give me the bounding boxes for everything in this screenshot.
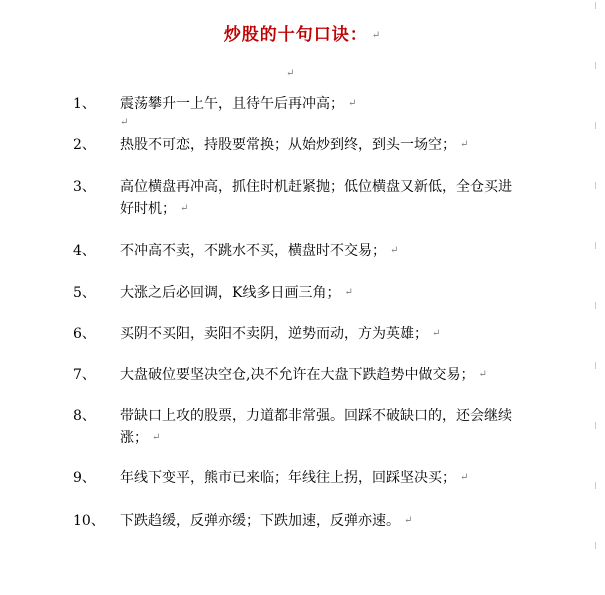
rule-number: 9、 bbox=[73, 470, 96, 486]
paragraph-mark-icon: ↵ bbox=[478, 369, 487, 380]
paragraph-mark-icon: ↵ bbox=[348, 98, 357, 109]
rule-number: 5、 bbox=[73, 285, 96, 301]
rule-text: 高位横盘再冲高，抓住时机赶紧抛；低位横盘又新低，全仓买进好时机； bbox=[120, 179, 512, 217]
margin-guide bbox=[595, 122, 596, 129]
rule-number: 2、 bbox=[73, 137, 96, 153]
rule-text: 下跌趋缓，反弹亦缓；下跌加速，反弹亦速。 bbox=[120, 513, 400, 529]
margin-guide bbox=[595, 2, 596, 9]
paragraph-mark-icon: ↵ bbox=[344, 287, 353, 298]
margin-guide bbox=[595, 62, 596, 69]
rule-text: 热股不可恋，持股要常换；从始炒到终，到头一场空； bbox=[120, 137, 456, 153]
margin-guide bbox=[595, 302, 596, 309]
margin-guide bbox=[595, 362, 596, 369]
paragraph-mark-icon: ↵ bbox=[460, 472, 469, 483]
margin-guide bbox=[595, 542, 596, 549]
margin-guide bbox=[595, 182, 596, 189]
paragraph-mark-icon: ↵ bbox=[390, 245, 399, 256]
rule-text: 大涨之后必回调，K线多日画三角； bbox=[120, 285, 341, 301]
paragraph-mark-icon: ↵ bbox=[286, 68, 295, 79]
paragraph-mark-icon: ↵ bbox=[404, 515, 413, 526]
margin-guide bbox=[595, 422, 596, 429]
rule-text: 不冲高不卖，不跳水不买，横盘时不交易； bbox=[120, 243, 386, 259]
rule-number: 1、 bbox=[73, 96, 96, 112]
paragraph-mark-icon: ↵ bbox=[180, 203, 189, 214]
rule-number: 10、 bbox=[73, 513, 105, 529]
rule-text: 震荡攀升一上午，且待午后再冲高； bbox=[120, 96, 344, 112]
rule-text: 买阴不买阳，卖阳不卖阴，逆势而动，方为英雄； bbox=[120, 326, 428, 342]
rule-text: 年线下变平，熊市已来临；年线往上拐，回踩坚决买； bbox=[120, 470, 456, 486]
paragraph-mark-icon: ↵ bbox=[120, 117, 129, 128]
rule-number: 3、 bbox=[73, 179, 96, 195]
rule-number: 7、 bbox=[73, 367, 96, 383]
paragraph-mark-icon: ↵ bbox=[432, 328, 441, 339]
rule-number: 6、 bbox=[73, 326, 96, 342]
rule-number: 8、 bbox=[73, 408, 96, 424]
document-title bbox=[0, 20, 605, 45]
margin-guide bbox=[595, 482, 596, 489]
paragraph-mark-icon: ↵ bbox=[371, 30, 382, 41]
title-text: 炒股的十句口诀： bbox=[223, 25, 368, 45]
paragraph-mark-icon: ↵ bbox=[460, 139, 469, 150]
rule-text: 大盘破位要坚决空仓,决不允许在大盘下跌趋势中做交易； bbox=[120, 367, 475, 383]
rule-text: 带缺口上攻的股票，力道都非常强。回踩不破缺口的，还会继续涨； bbox=[120, 408, 512, 446]
rule-number: 4、 bbox=[73, 243, 96, 259]
margin-guide bbox=[595, 242, 596, 249]
paragraph-mark-icon: ↵ bbox=[152, 432, 161, 443]
